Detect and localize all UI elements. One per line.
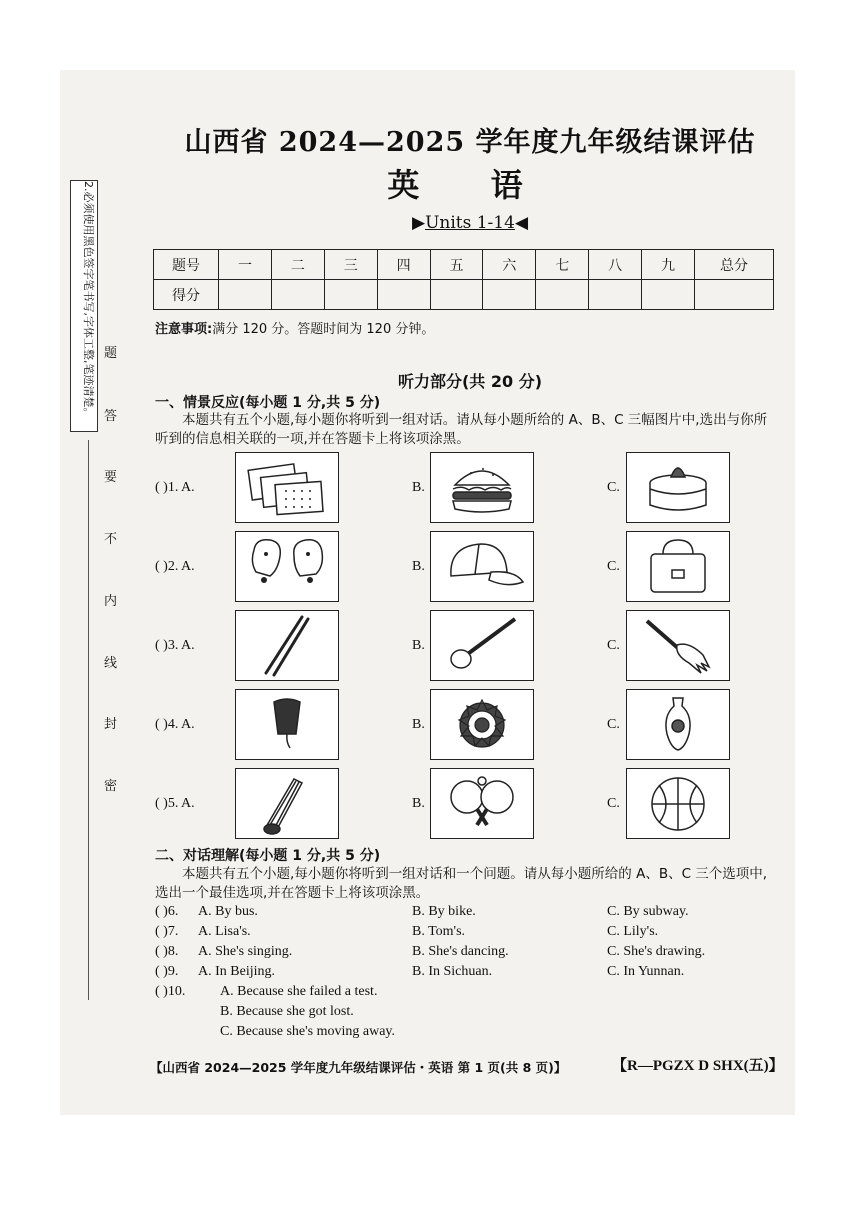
page-footer-right: 【R—PGZX D SHX(五)】 [612,1058,784,1074]
notice-label: 注意事项: [155,322,213,337]
question-number: ( )1. A. [155,480,195,495]
side-instruction-box [70,180,98,432]
binding-line [88,440,89,1000]
score-cell: 三 [324,250,377,280]
option-b: B. Tom's. [412,924,466,939]
option-label: C. [607,717,620,732]
ping-pong-icon [430,768,534,839]
binding-char: 封 [104,717,118,732]
score-blank[interactable] [589,280,642,310]
question-number: ( )8. [155,944,179,959]
question-number: ( )3. A. [155,638,195,653]
option-a: A. Because she failed a test. [220,984,378,999]
part2-heading: 二、对话理解(每小题 1 分,共 5 分) [155,848,381,864]
crackers-icon [235,452,339,523]
score-table [153,249,774,310]
handbag-icon [626,531,730,602]
binding-char: 题 [104,346,118,361]
binding-char: 内 [104,594,118,609]
score-cell: 总分 [695,250,774,280]
score-blank[interactable] [271,280,324,310]
option-c: C. In Yunnan. [607,964,685,979]
exam-title: 山西省 2024—2025 学年度九年级结课评估 [184,127,756,158]
part2-instructions: 本题共有五个小题,每小题你将听到一组对话和一个问题。请从每小题所给的 A、B、C 三个选项中,选出一个最佳选项,并在答题卡上将该项涂黑。 [155,866,768,901]
basketball-icon [626,768,730,839]
option-label: C. [607,559,620,574]
option-b: B. In Sichuan. [412,964,493,979]
option-label: B. [412,480,425,495]
option-label: B. [412,796,425,811]
option-b: B. By bike. [412,904,476,919]
score-blank[interactable] [430,280,483,310]
option-a: A. Lisa's. [198,924,251,939]
lantern-icon [235,689,339,760]
question-number: ( )5. A. [155,796,195,811]
cake-icon [626,452,730,523]
score-blank[interactable] [695,280,774,310]
score-blank[interactable] [377,280,430,310]
option-b: B. She's dancing. [412,944,509,959]
binding-char: 线 [104,656,118,671]
score-cell: 八 [589,250,642,280]
score-cell: 五 [430,250,483,280]
chopsticks-icon [235,610,339,681]
option-c: C. She's drawing. [607,944,706,959]
question-number: ( )10. [155,984,186,999]
score-blank[interactable] [219,280,272,310]
option-label: C. [607,638,620,653]
option-c: C. Lily's. [607,924,659,939]
score-cell: 一 [219,250,272,280]
paper-cutting-icon [430,689,534,760]
score-table-score-row [154,280,774,310]
question-number: ( )6. [155,904,179,919]
question-number: ( )4. A. [155,717,195,732]
binding-char: 不 [104,532,118,547]
option-label: B. [412,638,425,653]
score-table-header-row [154,250,774,280]
option-label: B. [412,717,425,732]
units-label: Units 1-14 [425,213,515,233]
notice [155,318,434,337]
fork-icon [626,610,730,681]
question-number: ( )7. [155,924,179,939]
score-blank[interactable] [536,280,589,310]
score-blank[interactable] [642,280,695,310]
units-arrow-right: ◀ [514,213,529,233]
question-number: ( )2. A. [155,559,195,574]
units-range [150,213,790,233]
notice-text: 满分 120 分。答题时间为 120 分钟。 [212,322,435,337]
score-blank[interactable] [483,280,536,310]
score-cell: 四 [377,250,430,280]
score-cell: 六 [483,250,536,280]
ladle-icon [430,610,534,681]
score-cell: 九 [642,250,695,280]
option-a: A. By bus. [198,904,258,919]
binding-char: 要 [104,470,118,485]
cap-icon [430,531,534,602]
question-number: ( )9. [155,964,179,979]
option-label: C. [607,796,620,811]
option-b: B. Because she got lost. [220,1004,354,1019]
option-label: C. [607,480,620,495]
side-instruction-text: 2.必须使用黑色签字笔书写,字体工整,笔迹清楚。 [82,181,95,419]
score-cell: 二 [271,250,324,280]
vase-icon [626,689,730,760]
binding-char: 答 [104,409,118,424]
binding-char: 密 [104,779,118,794]
subject-title: 英 语 [387,166,553,204]
burger-icon [430,452,534,523]
listening-heading: 听力部分(共 20 分) [397,372,543,391]
option-c: C. By subway. [607,904,689,919]
option-label: B. [412,559,425,574]
score-cell: 题号 [154,250,219,280]
score-cell: 得分 [154,280,219,310]
units-arrow-left: ▶ [411,213,426,233]
page-footer-left: 【山西省 2024—2025 学年度九年级结课评估・英语 第 1 页(共 8 页)】 [150,1060,567,1075]
option-a: A. In Beijing. [198,964,275,979]
score-blank[interactable] [324,280,377,310]
part1-instructions: 本题共有五个小题,每小题你将听到一组对话。请从每小题所给的 A、B、C 三幅图片中,选出与你所听到的信息相关联的一项,并在答题卡上将该项涂黑。 [155,412,768,447]
option-a: A. She's singing. [198,944,293,959]
mittens-icon [235,531,339,602]
shuttlecock-icon [235,768,339,839]
part1-heading: 一、情景反应(每小题 1 分,共 5 分) [155,395,381,411]
option-c: C. Because she's moving away. [220,1024,396,1039]
score-cell: 七 [536,250,589,280]
